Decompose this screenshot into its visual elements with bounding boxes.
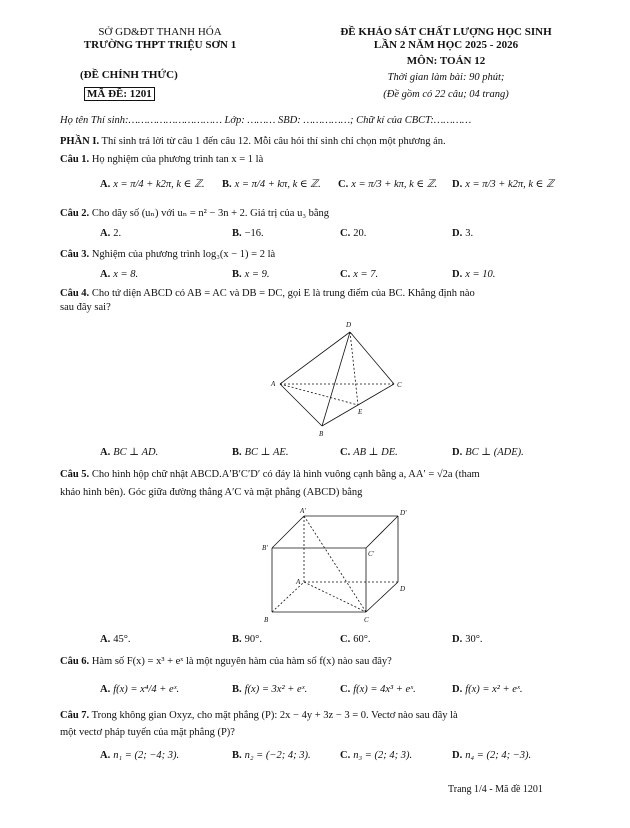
vertex-d-label: D: [346, 321, 352, 329]
q1-option-d[interactable]: [452, 178, 554, 190]
part1-heading: [60, 136, 446, 147]
exam-round: LẦN 2 NĂM HỌC 2025 - 2026: [373, 39, 519, 51]
question-number: Câu 5.: [60, 469, 90, 480]
question-7: [60, 710, 458, 721]
q6-option-b[interactable]: [232, 684, 307, 695]
option-label: D.: [452, 228, 463, 239]
option-label: B.: [232, 447, 242, 458]
option-text: n₂ = (−2; 4; 3).: [244, 750, 311, 761]
vertex-d-prime-label: D': [400, 509, 407, 517]
option-label: B.: [232, 228, 242, 239]
q5-option-b[interactable]: [232, 634, 262, 645]
q2-option-c[interactable]: [340, 228, 366, 239]
option-label: B.: [222, 179, 232, 190]
exam-title: ĐỀ KHẢO SÁT CHẤT LƯỢNG HỌC SINH: [340, 26, 552, 38]
q1-option-b[interactable]: [222, 178, 321, 190]
option-label: C.: [340, 228, 351, 239]
question-number: Câu 1.: [60, 154, 90, 165]
question-text: Hàm số F(x) = x³ + eˣ là một nguyên hàm của hàm số f(x) nào sau đây?: [89, 656, 392, 667]
vertex-c-prime-label: C': [368, 550, 375, 558]
option-label: B.: [232, 750, 242, 761]
vertex-b-prime-label: B': [262, 544, 268, 552]
q6-option-c[interactable]: [340, 684, 416, 695]
option-text: f(x) = x² + eˣ.: [465, 684, 523, 695]
option-label: C.: [340, 684, 351, 695]
q7-option-a[interactable]: [100, 750, 179, 761]
box-prism-figure: [258, 506, 418, 626]
option-text: −16.: [244, 228, 264, 239]
q2-option-d[interactable]: [452, 228, 473, 239]
option-label: D.: [452, 269, 463, 280]
option-label: D.: [452, 447, 463, 458]
option-text: x = 7.: [353, 269, 379, 280]
q3-option-b[interactable]: [232, 269, 270, 280]
option-text: f(x) = 4x³ + eˣ.: [353, 684, 416, 695]
option-text: AB ⊥ DE.: [353, 447, 398, 458]
q6-option-d[interactable]: [452, 684, 523, 695]
option-label: A.: [100, 634, 111, 645]
option-label: C.: [340, 634, 351, 645]
option-text: n₃ = (2; 4; 3).: [353, 750, 413, 761]
question-text: Họ nghiệm của phương trình tan x = 1 là: [89, 154, 264, 165]
question-6: [60, 656, 392, 667]
option-text: f(x) = 3x² + eˣ.: [244, 684, 308, 695]
vertex-a-label: A: [296, 578, 301, 586]
vertex-a-prime-label: A': [300, 507, 306, 515]
exam-pages: (Đề gồm có 22 câu; 04 trang): [383, 89, 509, 100]
option-text: x = π/3 + kπ, k ∈ ℤ.: [351, 179, 438, 190]
q3-option-a[interactable]: [100, 269, 138, 280]
option-text: x = 9.: [244, 269, 270, 280]
exam-code: MÃ ĐỀ: 1201: [84, 87, 155, 101]
option-text: BC ⊥ AD.: [113, 447, 159, 458]
option-label: C.: [340, 269, 351, 280]
question-4: [60, 288, 475, 299]
page-footer: Trang 1/4 - Mã đề 1201: [448, 784, 543, 795]
option-text: x = π/4 + kπ, k ∈ ℤ.: [234, 179, 321, 190]
q1-option-c[interactable]: [338, 178, 437, 190]
option-text: n₁ = (2; −4; 3).: [113, 750, 180, 761]
question-text: Trong không gian Oxyz, cho mặt phẳng (P): 2x − 4y + 3z − 3 = 0. Vectơ nào sau đây là: [89, 710, 458, 721]
q5-option-a[interactable]: [100, 634, 131, 645]
option-text: 2.: [113, 228, 122, 239]
exam-time: Thời gian làm bài: 90 phút;: [387, 72, 505, 83]
option-text: x = 10.: [465, 269, 496, 280]
vertex-b-label: B: [319, 430, 324, 438]
option-text: 45°.: [113, 634, 131, 645]
option-text: 3.: [465, 228, 474, 239]
question-text: Cho hình hộp chữ nhật ABCD.A′B′C′D′ có đáy là hình vuông cạnh bằng a, AA′ = √2a (tham: [89, 469, 480, 480]
question-text: Cho tứ diện ABCD có AB = AC và DB = DC, gọi E là trung điểm của BC. Khẳng định nào: [89, 288, 475, 299]
option-text: n₄ = (2; 4; −3).: [465, 750, 532, 761]
q7-option-c[interactable]: [340, 750, 412, 761]
question-number: Câu 4.: [60, 288, 90, 299]
vertex-e-label: E: [358, 408, 363, 416]
question-1: [60, 154, 263, 165]
question-3: [60, 249, 275, 260]
question-number: Câu 2.: [60, 208, 90, 219]
question-number: Câu 3.: [60, 249, 90, 260]
question-5: [60, 469, 480, 480]
option-label: A.: [100, 179, 111, 190]
question-text: Nghiệm của phương trình log₃(x − 1) = 2 là: [89, 249, 276, 260]
option-label: D.: [452, 750, 463, 761]
part1-title: PHẦN I.: [60, 136, 100, 147]
option-text: BC ⊥ (ADE).: [465, 447, 524, 458]
official-label: (ĐỀ CHÍNH THỨC): [80, 69, 178, 81]
option-text: f(x) = x⁴/4 + eˣ.: [113, 684, 180, 695]
question-5-text-line2: khảo hình bên). Góc giữa đường thẳng A′C và mặt phẳng (ABCD) bằng: [60, 487, 363, 498]
option-text: BC ⊥ AE.: [244, 447, 289, 458]
q6-option-a[interactable]: [100, 684, 179, 695]
option-label: D.: [452, 179, 463, 190]
option-label: B.: [232, 684, 242, 695]
q4-option-d[interactable]: [452, 446, 524, 458]
vertex-c-label: C: [397, 381, 402, 389]
question-4-text-line2: sau đây sai?: [60, 302, 111, 313]
q5-option-d[interactable]: [452, 634, 483, 645]
dept-name: SỞ GD&ĐT THANH HÓA: [98, 26, 222, 38]
option-text: 90°.: [244, 634, 262, 645]
option-label: A.: [100, 447, 111, 458]
q2-option-a[interactable]: [100, 228, 121, 239]
q1-option-a[interactable]: [100, 178, 205, 190]
tetrahedron-figure: [262, 314, 422, 444]
q4-option-a[interactable]: [100, 446, 158, 458]
exam-subject: MÔN: TOÁN 12: [406, 55, 486, 67]
option-text: 30°.: [465, 634, 483, 645]
part1-text: Thí sinh trả lời từ câu 1 đến câu 12. Mỗi câu hỏi thí sinh chỉ chọn một phương án.: [99, 136, 446, 147]
vertex-a-label: A: [271, 380, 276, 388]
q7-option-d[interactable]: [452, 750, 531, 761]
option-text: x = π/3 + k2π, k ∈ ℤ: [465, 179, 554, 190]
question-7-text-line2: một vectơ pháp tuyến của mặt phẳng (P)?: [60, 727, 235, 738]
vertex-b-label: B: [264, 616, 269, 624]
question-number: Câu 6.: [60, 656, 90, 667]
option-label: B.: [232, 269, 242, 280]
question-2: [60, 207, 329, 219]
option-label: C.: [340, 750, 351, 761]
q5-option-c[interactable]: [340, 634, 371, 645]
vertex-c-label: C: [364, 616, 369, 624]
question-number: Câu 7.: [60, 710, 90, 721]
q4-option-b[interactable]: [232, 446, 288, 458]
option-label: C.: [340, 447, 351, 458]
option-text: 60°.: [353, 634, 371, 645]
q3-option-d[interactable]: [452, 269, 495, 280]
question-text: Cho dãy số (uₙ) với uₙ = n² − 3n + 2. Giá trị của u₃ bằng: [89, 208, 330, 219]
q4-option-c[interactable]: [340, 446, 398, 458]
option-label: C.: [338, 179, 349, 190]
option-text: x = π/4 + k2π, k ∈ ℤ.: [113, 179, 205, 190]
option-label: A.: [100, 269, 111, 280]
school-name: TRƯỜNG THPT TRIỆU SƠN 1: [83, 39, 237, 51]
vertex-d-label: D: [400, 585, 406, 593]
student-info-line: Họ tên Thí sinh:………………………… Lớp: ……… SBD: ……………; Chữ kí của CBCT:…………: [60, 115, 472, 126]
option-label: B.: [232, 634, 242, 645]
q2-option-b[interactable]: [232, 228, 264, 239]
option-label: D.: [452, 634, 463, 645]
q7-option-b[interactable]: [232, 750, 311, 761]
option-text: x = 8.: [113, 269, 139, 280]
option-text: 20.: [353, 228, 367, 239]
option-label: A.: [100, 684, 111, 695]
q3-option-c[interactable]: [340, 269, 378, 280]
option-label: A.: [100, 228, 111, 239]
option-label: D.: [452, 684, 463, 695]
option-label: A.: [100, 750, 111, 761]
